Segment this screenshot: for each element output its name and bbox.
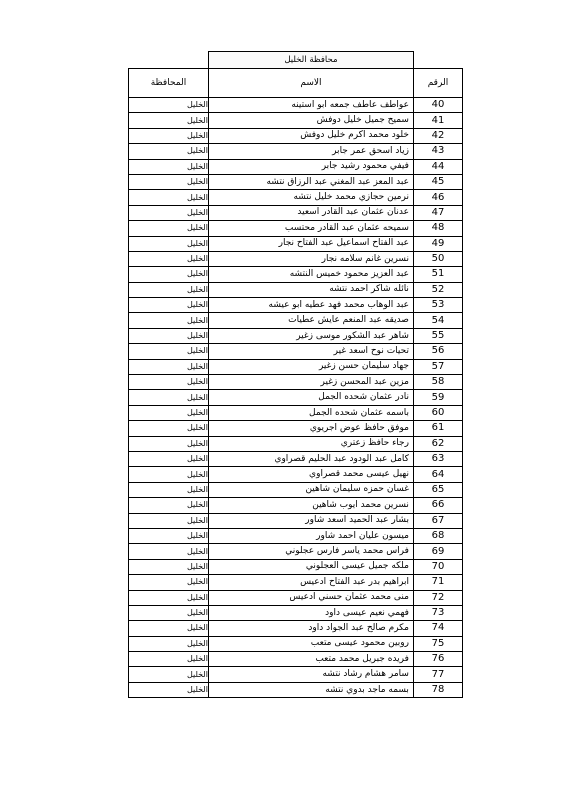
- table-row: [129, 328, 463, 343]
- name-cell: شاهر عبد الشكور موسى زغير: [208, 328, 413, 343]
- header-row: [129, 69, 463, 98]
- number-cell: 45: [413, 174, 462, 189]
- table-row: [129, 221, 463, 236]
- table-row: [129, 313, 463, 328]
- name-cell: عبد العزيز محمود خميس النتشه: [208, 267, 413, 282]
- name-cell: نرمين حجازي محمد خليل نتشه: [208, 190, 413, 205]
- table-row: [129, 667, 463, 682]
- number-cell: 62: [413, 436, 462, 451]
- table-row: [129, 113, 463, 128]
- number-cell: 69: [413, 544, 462, 559]
- governorate-cell: الخليل: [129, 98, 209, 113]
- governorate-cell: الخليل: [129, 236, 209, 251]
- number-cell: 66: [413, 498, 462, 513]
- table-row: [129, 267, 463, 282]
- table-row: [129, 190, 463, 205]
- number-cell: 65: [413, 482, 462, 497]
- name-cell: عواطف عاطف جمعه ابو استينه: [208, 98, 413, 113]
- table-row: [129, 159, 463, 174]
- table-row: [129, 405, 463, 420]
- governorate-cell: الخليل: [129, 298, 209, 313]
- name-cell: عبد المعز عبد المغني عبد الرزاق نتشه: [208, 174, 413, 189]
- name-cell: فريده جبريل محمد متعب: [208, 652, 413, 667]
- number-cell: 46: [413, 190, 462, 205]
- header-governorate: المحافظة: [129, 69, 209, 98]
- title-row: [129, 52, 463, 69]
- name-cell: سميح جميل خليل دوفش: [208, 113, 413, 128]
- name-cell: نهيل عيسى محمد قصراوي: [208, 467, 413, 482]
- governorate-cell: الخليل: [129, 621, 209, 636]
- table-row: [129, 513, 463, 528]
- name-cell: نادر عثمان شحده الجمل: [208, 390, 413, 405]
- name-cell: ميسون عليان احمد شاور: [208, 528, 413, 543]
- name-cell: بسمه ماجد بدوي نتشه: [208, 682, 413, 697]
- governorate-cell: الخليل: [129, 652, 209, 667]
- governorate-cell: الخليل: [129, 267, 209, 282]
- number-cell: 60: [413, 405, 462, 420]
- number-cell: 72: [413, 590, 462, 605]
- number-cell: 74: [413, 621, 462, 636]
- name-cell: رجاء حافظ زعتري: [208, 436, 413, 451]
- number-cell: 71: [413, 575, 462, 590]
- governorate-cell: الخليل: [129, 513, 209, 528]
- table-row: [129, 528, 463, 543]
- name-cell: نائله شاكر احمد نتشه: [208, 282, 413, 297]
- number-cell: 64: [413, 467, 462, 482]
- name-cell: عدنان عثمان عبد القادر اسعيد: [208, 205, 413, 220]
- table-row: [129, 636, 463, 651]
- name-cell: ملكه جميل عيسى العجلوني: [208, 559, 413, 574]
- governorate-cell: الخليل: [129, 575, 209, 590]
- number-cell: 47: [413, 205, 462, 220]
- header-number: الرقم: [413, 69, 462, 98]
- table-row: [129, 590, 463, 605]
- name-cell: زياد اسحق عمر جابر: [208, 144, 413, 159]
- number-cell: 50: [413, 251, 462, 266]
- governorate-cell: الخليل: [129, 375, 209, 390]
- table-row: [129, 421, 463, 436]
- table-row: [129, 390, 463, 405]
- blank-cell-left: [129, 52, 209, 69]
- table-row: [129, 298, 463, 313]
- name-cell: منى محمد عثمان حسني ادعيس: [208, 590, 413, 605]
- table-row: [129, 451, 463, 466]
- name-cell: مزين عبد المحسن زغير: [208, 375, 413, 390]
- number-cell: 42: [413, 128, 462, 143]
- table-row: [129, 682, 463, 697]
- names-table: [128, 51, 463, 698]
- number-cell: 40: [413, 98, 462, 113]
- governorate-cell: الخليل: [129, 344, 209, 359]
- number-cell: 77: [413, 667, 462, 682]
- governorate-cell: الخليل: [129, 482, 209, 497]
- name-cell: سامر هشام رشاد نتشه: [208, 667, 413, 682]
- number-cell: 44: [413, 159, 462, 174]
- number-cell: 59: [413, 390, 462, 405]
- governorate-cell: الخليل: [129, 205, 209, 220]
- governorate-cell: الخليل: [129, 421, 209, 436]
- number-cell: 63: [413, 451, 462, 466]
- name-cell: صديقه عبد المنعم عايش عطيات: [208, 313, 413, 328]
- table-row: [129, 236, 463, 251]
- number-cell: 52: [413, 282, 462, 297]
- table-row: [129, 251, 463, 266]
- name-cell: موفق حافظ عوض اجريوي: [208, 421, 413, 436]
- table-row: [129, 98, 463, 113]
- governorate-cell: الخليل: [129, 467, 209, 482]
- number-cell: 55: [413, 328, 462, 343]
- name-cell: عبد الوهاب محمد فهد عطيه ابو عيشه: [208, 298, 413, 313]
- header-name: الاسم: [208, 69, 413, 98]
- governorate-cell: الخليل: [129, 590, 209, 605]
- number-cell: 49: [413, 236, 462, 251]
- number-cell: 41: [413, 113, 462, 128]
- table-row: [129, 605, 463, 620]
- name-cell: كامل عبد الودود عبد الحليم قصراوي: [208, 451, 413, 466]
- table-row: [129, 652, 463, 667]
- governorate-cell: الخليل: [129, 190, 209, 205]
- governorate-cell: الخليل: [129, 144, 209, 159]
- number-cell: 58: [413, 375, 462, 390]
- number-cell: 54: [413, 313, 462, 328]
- name-cell: مكرم صالح عبد الجواد داود: [208, 621, 413, 636]
- number-cell: 76: [413, 652, 462, 667]
- governorate-cell: الخليل: [129, 544, 209, 559]
- governorate-cell: الخليل: [129, 436, 209, 451]
- table-title: محافظة الخليل: [208, 52, 413, 69]
- name-cell: نسرين غانم سلامه نجار: [208, 251, 413, 266]
- table-row: [129, 128, 463, 143]
- name-cell: تحيات نوح اسعد غير: [208, 344, 413, 359]
- governorate-cell: الخليل: [129, 451, 209, 466]
- table-row: [129, 375, 463, 390]
- governorate-cell: الخليل: [129, 328, 209, 343]
- number-cell: 75: [413, 636, 462, 651]
- table-row: [129, 482, 463, 497]
- table-row: [129, 144, 463, 159]
- governorate-cell: الخليل: [129, 359, 209, 374]
- name-cell: فهمي نعيم عيسى داود: [208, 605, 413, 620]
- governorate-cell: الخليل: [129, 159, 209, 174]
- name-cell: فيفي محمود رشيد جابر: [208, 159, 413, 174]
- number-cell: 73: [413, 605, 462, 620]
- governorate-cell: الخليل: [129, 390, 209, 405]
- name-cell: عبد الفتاح اسماعيل عبد الفتاح نجار: [208, 236, 413, 251]
- name-cell: ابراهيم بدر عبد الفتاح ادعيس: [208, 575, 413, 590]
- table-row: [129, 282, 463, 297]
- table-body: [129, 98, 463, 698]
- table-row: [129, 174, 463, 189]
- name-cell: بشار عبد الحميد اسعد شاور: [208, 513, 413, 528]
- governorate-cell: الخليل: [129, 128, 209, 143]
- governorate-cell: الخليل: [129, 636, 209, 651]
- table-row: [129, 205, 463, 220]
- table-row: [129, 467, 463, 482]
- governorate-cell: الخليل: [129, 174, 209, 189]
- governorate-cell: الخليل: [129, 313, 209, 328]
- name-cell: سميحه عثمان عبد القادر محتسب: [208, 221, 413, 236]
- number-cell: 68: [413, 528, 462, 543]
- name-cell: غسان حمزه سليمان شاهين: [208, 482, 413, 497]
- name-cell: روبين محمود عيسى متعب: [208, 636, 413, 651]
- governorate-cell: الخليل: [129, 498, 209, 513]
- governorate-cell: الخليل: [129, 282, 209, 297]
- name-cell: باسمه عثمان شحده الجمل: [208, 405, 413, 420]
- name-cell: نسرين محمد ايوب شاهين: [208, 498, 413, 513]
- blank-cell-right: [413, 52, 462, 69]
- table-row: [129, 621, 463, 636]
- table-row: [129, 559, 463, 574]
- name-cell: فراس محمد ياسر فارس عجلوني: [208, 544, 413, 559]
- table-row: [129, 344, 463, 359]
- governorate-cell: الخليل: [129, 667, 209, 682]
- governorate-cell: الخليل: [129, 113, 209, 128]
- number-cell: 61: [413, 421, 462, 436]
- number-cell: 53: [413, 298, 462, 313]
- table-row: [129, 498, 463, 513]
- number-cell: 51: [413, 267, 462, 282]
- governorate-cell: الخليل: [129, 682, 209, 697]
- governorate-cell: الخليل: [129, 528, 209, 543]
- table-row: [129, 544, 463, 559]
- governorate-cell: الخليل: [129, 559, 209, 574]
- governorate-cell: الخليل: [129, 221, 209, 236]
- governorate-cell: الخليل: [129, 405, 209, 420]
- name-cell: خلود محمد اكرم خليل دوفش: [208, 128, 413, 143]
- table-row: [129, 436, 463, 451]
- governorate-cell: الخليل: [129, 251, 209, 266]
- number-cell: 56: [413, 344, 462, 359]
- table-row: [129, 359, 463, 374]
- number-cell: 48: [413, 221, 462, 236]
- number-cell: 70: [413, 559, 462, 574]
- table-row: [129, 575, 463, 590]
- number-cell: 78: [413, 682, 462, 697]
- number-cell: 43: [413, 144, 462, 159]
- governorate-cell: الخليل: [129, 605, 209, 620]
- name-cell: جهاد سليمان حسن زغير: [208, 359, 413, 374]
- number-cell: 67: [413, 513, 462, 528]
- number-cell: 57: [413, 359, 462, 374]
